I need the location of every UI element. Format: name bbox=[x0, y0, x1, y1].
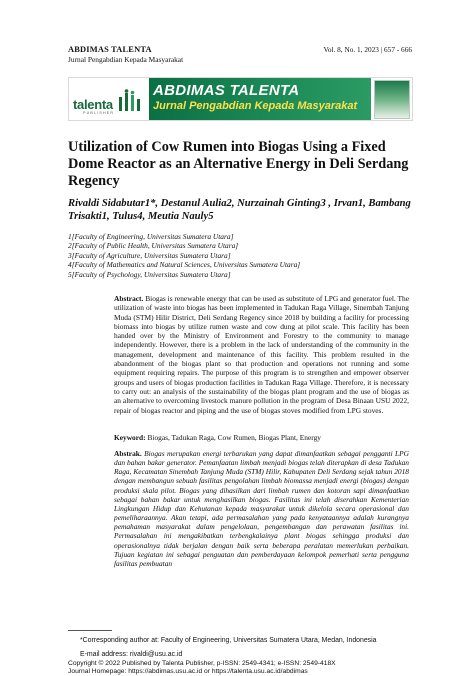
affiliation-item: 1[Faculty of Engineering, Universitas Sumatera Utara] bbox=[68, 232, 234, 241]
affiliation-item: 2[Faculty of Public Health, Universitas Sumatera Utara] bbox=[68, 241, 239, 251]
abstrak-label: Abstrak. bbox=[114, 449, 142, 458]
running-header bbox=[68, 45, 183, 64]
author-list: Rivaldi Sidabutar1*, Destanul Aulia2, Nurzainah Ginting3 , Irvan1, Bambang Trisakti1, Tulus4, Meutia Nauly5 bbox=[68, 198, 411, 222]
publisher-logo-sub: PUBLISHER bbox=[83, 111, 115, 115]
journal-homepage: Journal Homepage: https://abdimas.usu.ac.id or https://talenta.usu.ac.id/abdimas bbox=[68, 668, 308, 675]
copyright-text: Copyright © 2022 Published by Talenta Publisher, p-ISSN: 2549-4341; e-ISSN: 2549-418X bbox=[68, 660, 336, 667]
keyword-label: Keyword: bbox=[114, 433, 146, 442]
journal-name: ABDIMAS TALENTA bbox=[68, 45, 152, 54]
affiliation-item: 4[Faculty of Mathematics and Natural Sciences, Universitas Sumatera Utara] bbox=[68, 260, 301, 270]
affiliation-item: 3[Faculty of Agriculture, Universitas Sumatera Utara] bbox=[68, 250, 231, 260]
affiliation-item: 5[Faculty of Psychology, Universitas Sumatera Utara] bbox=[68, 269, 231, 279]
banner-subtitle: Jurnal Pengabdian Kepada Masyarakat bbox=[153, 100, 358, 112]
banner-title: ABDIMAS TALENTA bbox=[153, 82, 300, 99]
affiliation-list bbox=[68, 232, 408, 279]
email-address: E-mail address: rivaldi@usu.ac.id bbox=[80, 651, 183, 658]
publisher-logo-text: talenta bbox=[73, 97, 113, 112]
footnote-divider bbox=[68, 630, 112, 631]
keyword-text: Biogas, Tadukan Raga, Cow Rumen, Biogas Plant, Energy bbox=[147, 433, 321, 442]
keywords bbox=[114, 433, 409, 442]
journal-cover-thumbnail bbox=[374, 80, 410, 119]
abstract bbox=[114, 294, 409, 415]
abstract-text: Biogas is renewable energy that can be used as substitute of LPG and generator fuel. The utilization of waste into biogas has been implemented in Tadukan Raga Village, Sinembah Tanjung Muda (STM) Hilir District, Deli Serdang Regency since 2018 by building a facility for processing biomass into biogas by utilize rumen waste and cow dung at pilot scale. This facility has been handed over by the Ministry of Environment and Forestry to the community to manage independently. However, there is a problem in the lack of understanding of the community in the management, development and maintenance of this facility. This problem resulted in the abandonment of the biogas plant so that production and operations not running and some equipment requiring repairs. The purpose of this program is to strengthen and empower observer groups and users of biogas production facilities in Tadukan Raga Village. Therefore, it is necessary to carry out: an analysis of the sustainability of the biogas plant program and the use of biogas as an alternative to overcoming livestock manure pollution in the program of Desa Binaan USU 2022, repair of biogas reactor and piping and the use of biogas stoves modified from LPG stoves. bbox=[114, 294, 409, 415]
publisher-logo-icon bbox=[117, 89, 143, 114]
banner-band bbox=[149, 78, 371, 120]
abstrak bbox=[114, 449, 409, 568]
abstrak-text: Biogas merupakan energi terbarukan yang dapat dimanfaatkan sebagai pengganti LPG dan bahan bakar generator. Pemanfaatan limbah menjadi biogas telah diterapkan di desa Tadukan Raga, Kecamatan Sinembah Tanjung Muda (STM) Hilir, Kabupaten Deli Serdang sejak tahun 2018 dengan membangun sebuah fasilitas pengolahan limbah biomassa menjadi energi (biogas) dengan produksi skala pilot. Biogas yang dihasilkan dari limbah rumen dan kotoran sapi dimanfaatkan sebagai bahan bakar untuk menghasilkan biogas. Fasilitas ini telah diserahkan Kementerian Lingkungan Hidup dan Kehutanan kepada masyarakat untuk dikelola secara operasional dan pemeliharaannya. Akan tetapi, ada permasalahan yang pada kenyataannya adalah kurangnya pemahaman masyarakat dalam pengelolaan, pengembangan dan perawatan fasilitas ini. Permasalahan ini mengakibatkan terbengkalainya plant biogas sehingga produksi dan operasionalnya tidak berjalan dengan baik serta beberapa peralatan memerlukan perbaikan. Tujuan kegiatan ini sebagai penguatan dan pemberdayaan kelompok pemerhati serta pengguna fasilitas pembuatan bbox=[114, 449, 409, 568]
copyright-block bbox=[68, 660, 336, 676]
journal-subtitle: Jurnal Pengabdian Kepada Masyarakat bbox=[68, 55, 184, 64]
paper-title: Utilization of Cow Rumen into Biogas Using a Fixed Dome Reactor as an Alternative Energy in Deli Serdang Regency bbox=[68, 139, 409, 189]
journal-banner bbox=[68, 77, 413, 121]
volume-info: Vol. 8, No. 1, 2023 | 657 - 666 bbox=[323, 45, 412, 54]
abstract-label: Abstract. bbox=[114, 294, 144, 303]
corresponding-author: *Corresponding author at: Faculty of Engineering, Universitas Sumatera Utara, Medan, Indonesia bbox=[80, 637, 377, 644]
